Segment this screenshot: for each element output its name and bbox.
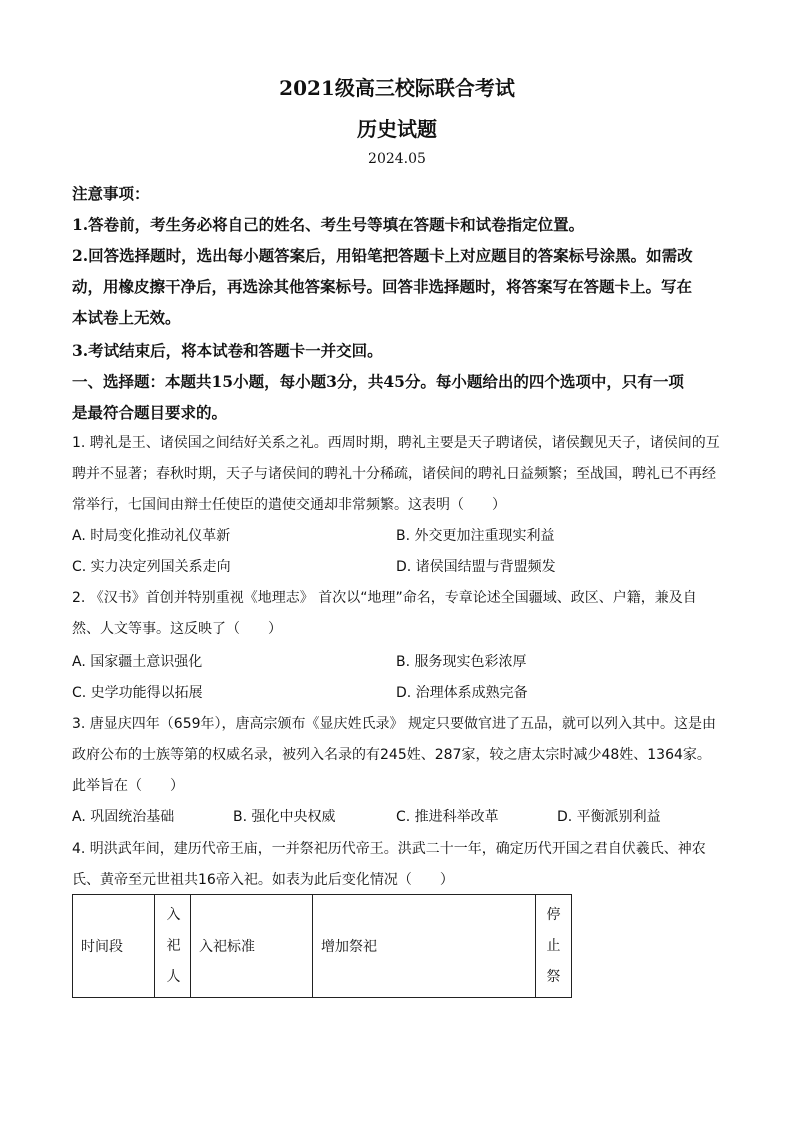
question-3-option-a: A. 巩固统治基础 [72,809,175,825]
notes-line: 2.回答选择题时，选出每小题答案后，用铅笔把答题卡上对应题目的答案标号涂黑。如需改 [72,246,693,265]
question-4-text: 4. 明洪武年间，建历代帝王庙，一并祭祀历代帝王。洪武二十一年，确定历代开国之君自伏羲氏、神农 [72,841,706,857]
question-1-option-a: A. 时局变化推动礼仪革新 [72,528,231,544]
question-2-text: 然、人文等事。这反映了（ ） [72,621,282,637]
question-1-text: 1. 聘礼是王、诸侯国之间结好关系之礼。西周时期，聘礼主要是天子聘诸侯，诸侯觐见天子，诸侯间的互 [72,435,720,451]
question-2-option-a: A. 国家疆土意识强化 [72,654,203,670]
section-heading: 是最符合题目要求的。 [72,403,228,422]
table-header-cell [536,895,572,998]
question-3-text: 政府公布的士族等第的权威名录，被列入名录的有245姓、287家，较之唐太宗时减少48姓、1364家。 [72,747,711,763]
question-1-text: 聘并不显著；春秋时期，天子与诸侯间的聘礼十分稀疏，诸侯间的聘礼日益频繁；至战国，聘礼已不再经 [72,466,716,482]
question-3-text: 此举旨在（ ） [72,778,184,794]
question-3-option-d: D. 平衡派别利益 [557,809,661,825]
notes-line: 1.答卷前，考生务必将自己的姓名、考生号等填在答题卡和试卷指定位置。 [72,215,585,234]
table-header-cell [155,895,191,998]
vertical-header-text: 入祀人 [166,906,181,985]
question-1-option-b: B. 外交更加注重现实利益 [396,528,555,544]
question-3-text: 3. 唐显庆四年（659年），唐高宗颁布《显庆姓氏录》 规定只要做官进了五品，就可以列入其中。这是由 [72,716,716,732]
question-4-text: 氏、黄帝至元世祖共16帝入祀。如表为此后变化情况（ ） [72,872,454,888]
exam-title: 2021级高三校际联合考试 [279,76,515,100]
section-heading: 一、选择题：本题共15小题，每小题3分，共45分。每小题给出的四个选项中，只有一项 [72,372,684,391]
table-header-cell: 入祀标准 [191,895,313,998]
table-header-cell: 时间段 [73,895,155,998]
notes-line: 3.考试结束后，将本试卷和答题卡一并交回。 [72,341,383,360]
vertical-header-text: 停止祭 [546,906,561,985]
question-2-option-d: D. 治理体系成熟完备 [396,685,528,701]
notes-line: 本试卷上无效。 [72,308,181,327]
question-2-option-c: C. 史学功能得以拓展 [72,685,203,701]
table-header-row [73,895,572,998]
exam-date: 2024.05 [368,151,426,167]
question-2-option-b: B. 服务现实色彩浓厚 [396,654,527,670]
question-4-table [72,894,572,998]
question-3-option-c: C. 推进科举改革 [396,809,499,825]
subject-title: 历史试题 [357,117,437,141]
table-header-cell: 增加祭祀 [313,895,536,998]
notes-heading: 注意事项： [72,184,150,203]
question-1-text: 常举行，七国间由辩士任使臣的遣使交通却非常频繁。这表明（ ） [72,497,506,513]
question-1-option-c: C. 实力决定列国关系走向 [72,559,231,575]
notes-line: 动，用橡皮擦干净后，再选涂其他答案标号。回答非选择题时，将答案写在答题卡上。写在 [72,277,693,296]
question-3-option-b: B. 强化中央权威 [233,809,336,825]
question-2-text: 2. 《汉书》首创并特别重视《地理志》 首次以“地理”命名，专章论述全国疆域、政区、户籍，兼及自 [72,590,697,606]
question-1-option-d: D. 诸侯国结盟与背盟频发 [396,559,556,575]
